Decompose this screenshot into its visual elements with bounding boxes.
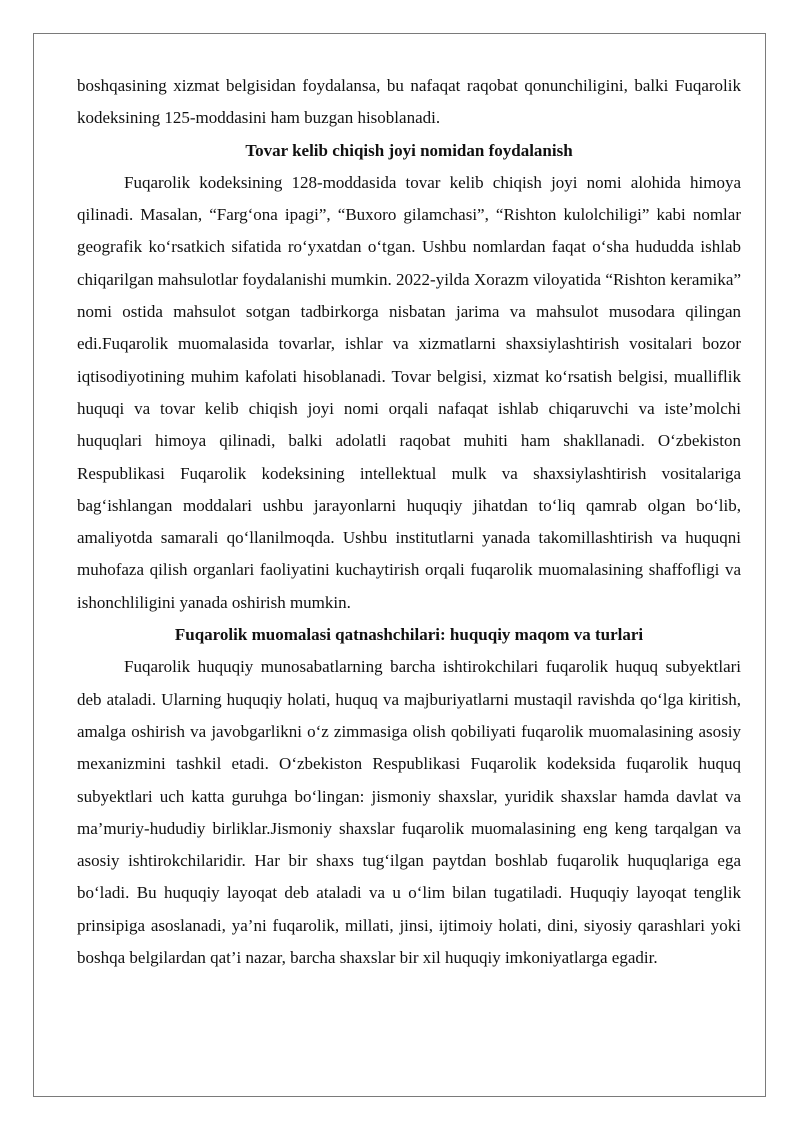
paragraph-continuation: boshqasining xizmat belgisidan foydalansa, bu nafaqat raqobat qonunchiligini, balki Fuqarolik kodeksining 125-moddasini ham buzgan hisoblanadi. [77, 76, 741, 128]
section-heading-geographic-indication: Tovar kelib chiqish joyi nomidan foydalanish [245, 140, 573, 160]
document-body [77, 70, 741, 974]
paragraph-geographic-indication: Fuqarolik kodeksining 128-moddasida tovar kelib chiqish joyi nomi alohida himoya qilinadi. Masalan, “Farg‘ona ipagi”, “Buxoro gilamchasi”, “Rishton kulolchiligi” kabi nomlar geografik ko‘rsatkich sifatida ro‘yxatdan o‘tgan. Ushbu nomlardan faqat o‘sha hududda ishlab chiqarilgan mahsulotlar foydalanishi mumkin. 2022-yilda Xorazm viloyatida “Rishton keramika” nomi ostida mahsulot sotgan tadbirkorga nisbatan jarima va mahsulot musodara qilingan edi.Fuqarolik muomalasida tovarlar, ishlar va xizmatlarni shaxsiylashtirish vositalari bozor iqtisodiyotining muhim kafolati hisoblanadi. Tovar belgisi, xizmat ko‘rsatish belgisi, mualliflik huquqi va tovar kelib chiqish joyi nomi orqali nafaqat ishlab chiqaruvchi va iste’molchi huquqlari himoya qilinadi, balki adolatli raqobat muhiti ham shakllanadi. O‘zbekiston Respublikasi Fuqarolik kodeksining intellektual mulk va shaxsiylashtirish vositalariga bag‘ishlangan moddalari ushbu jarayonlarni huquqiy jihatdan to‘liq qamrab olgan bo‘lib, amaliyotda samarali qo‘llanilmoqda. Ushbu institutlarni yanada takomillashtirish va huquqni muhofaza qilish organlari faoliyatini kuchaytirish orqali fuqarolik muomalasining shaffofligi va ishonchliligini yanada oshirish mumkin. [77, 172, 741, 612]
section-heading-civil-participants: Fuqarolik muomalasi qatnashchilari: huquqiy maqom va turlari [174, 625, 644, 645]
paragraph-civil-participants: Fuqarolik huquqiy munosabatlarning barcha ishtirokchilari fuqarolik huquq subyektlari deb ataladi. Ularning huquqiy holati, huquq va majburiyatlarni mustaqil ravishda qo‘lga kiritish, amalga oshirish va javobgarlikni o‘z zimmasiga olish qobiliyati fuqarolik muomalasining asosiy mexanizmini tashkil etadi. O‘zbekiston Respublikasi Fuqarolik kodeksida fuqarolik huquq subyektlari uch katta guruhga bo‘lingan: jismoniy shaxslar, yuridik shaxslar hamda davlat va ma’muriy-hududiy birliklar.Jismoniy shaxslar fuqarolik muomalasining eng keng tarqalgan va asosiy ishtirokchilaridir. Har bir shaxs tug‘ilgan paytdan boshlab fuqarolik huquqlariga ega bo‘ladi. Bu huquqiy layoqat deb ataladi va u o‘lim bilan tugatiladi. Huquqiy layoqat tenglik prinsipiga asoslanadi, ya’ni fuqarolik, millati, jinsi, ijtimoiy holati, dini, siyosiy qarashlari yoki boshqa belgilardan qat’i nazar, barcha shaxslar bir xil huquqiy imkoniyatlarga egadir. [77, 657, 741, 968]
